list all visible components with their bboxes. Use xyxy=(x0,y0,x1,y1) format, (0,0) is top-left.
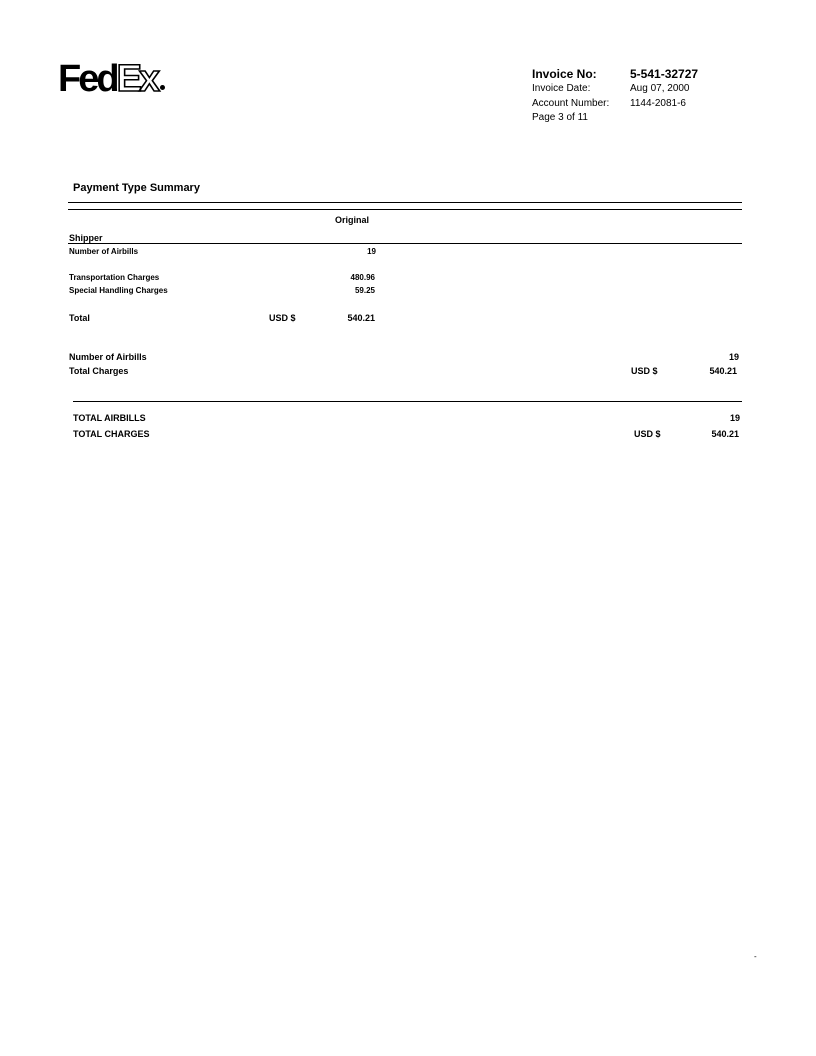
subtotal-charges-label: Total Charges xyxy=(69,366,129,376)
column-header-original: Original xyxy=(335,215,370,225)
invoice-no-value: 5-541-32727 xyxy=(630,67,699,81)
special-handling-label: Special Handling Charges xyxy=(69,286,168,295)
section-title: Payment Type Summary xyxy=(73,182,200,194)
divider-grand-total xyxy=(73,401,742,402)
page-number: Page 3 of 11 xyxy=(532,112,588,123)
special-handling-value: 59.25 xyxy=(354,286,375,295)
grand-currency: USD $ xyxy=(634,429,661,439)
shipper-heading: Shipper xyxy=(69,233,103,243)
subtotal-charges-value: 540.21 xyxy=(709,366,737,376)
subtotal-airbills-value: 19 xyxy=(728,352,739,362)
divider-top-1 xyxy=(68,202,742,203)
subtotal-airbills-label: Number of Airbills xyxy=(69,352,147,362)
account-number-label: Account Number: xyxy=(532,98,610,109)
grand-airbills-label: TOTAL AIRBILLS xyxy=(73,413,146,423)
footer-mark: - xyxy=(754,952,757,961)
logo-fed-text: Fed xyxy=(58,58,117,100)
logo-dot xyxy=(160,85,165,90)
transportation-value: 480.96 xyxy=(350,273,375,282)
total-label: Total xyxy=(69,313,90,323)
total-currency: USD $ xyxy=(269,313,296,323)
grand-charges-value: 540.21 xyxy=(711,429,739,439)
grand-airbills-value: 19 xyxy=(729,413,740,423)
total-value: 540.21 xyxy=(347,313,375,323)
invoice-no-label: Invoice No: xyxy=(532,67,597,81)
divider-shipper xyxy=(68,243,742,244)
logo-ex-text: Ex xyxy=(116,58,158,100)
divider-top-2 xyxy=(68,209,742,210)
transportation-label: Transportation Charges xyxy=(69,273,160,282)
grand-charges-label: TOTAL CHARGES xyxy=(73,429,150,439)
fedex-logo xyxy=(58,58,165,100)
account-number-value: 1144-2081-6 xyxy=(630,98,686,109)
invoice-date-value: Aug 07, 2000 xyxy=(630,83,690,94)
subtotal-currency: USD $ xyxy=(631,366,658,376)
airbills-value: 19 xyxy=(367,247,376,256)
invoice-date-label: Invoice Date: xyxy=(532,83,591,94)
airbills-label: Number of Airbills xyxy=(69,247,139,256)
